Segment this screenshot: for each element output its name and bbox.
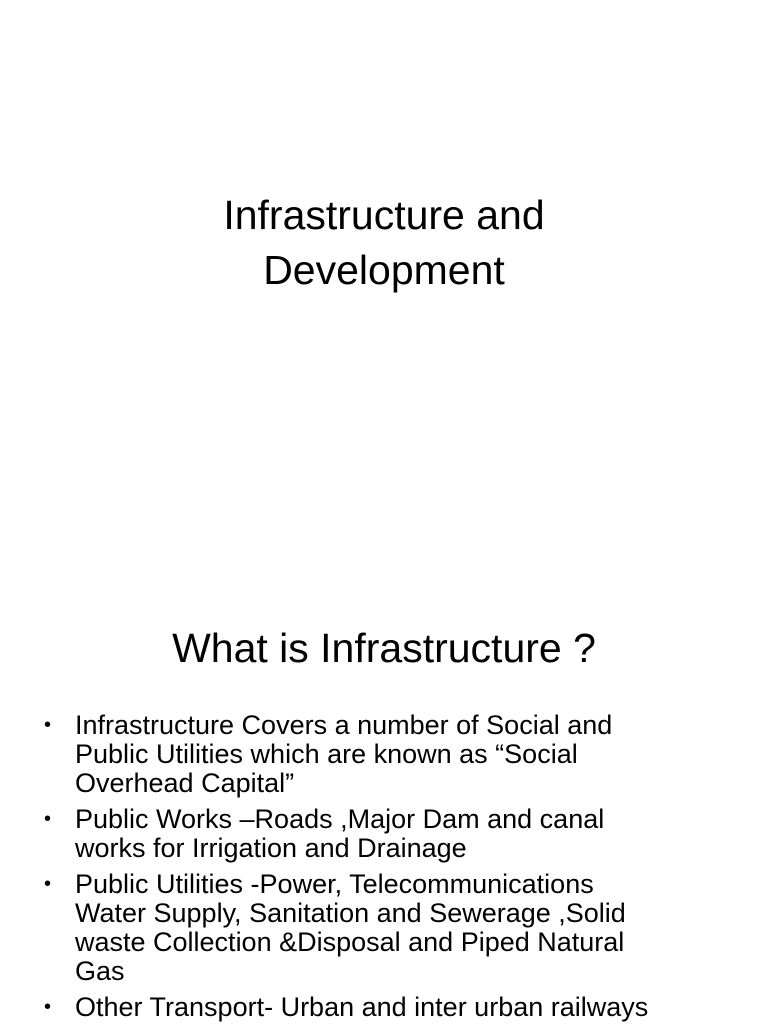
bullet-line: Gas: [75, 956, 125, 986]
content-slide: [0, 576, 768, 1024]
title-line: Infrastructure and: [223, 192, 545, 238]
bullet-line: Public Utilities -Power, Telecommunications: [75, 869, 594, 899]
bullet-line: Public Utilities which are known as “Social: [75, 739, 578, 769]
bullet-text: [75, 805, 744, 863]
bullet-line: Public Works –Roads ,Major Dam and canal: [75, 804, 605, 834]
bullet-line: Other Transport- Urban and inter urban railways: [75, 992, 649, 1022]
bullet-icon: •: [44, 873, 52, 895]
bullet-line: works for Irrigation and Drainage: [75, 833, 467, 863]
bullet-text: [75, 993, 744, 1022]
bullet-line: Infrastructure Covers a number of Social and: [75, 710, 613, 740]
bullet-list: [44, 711, 744, 1024]
bullet-item: [44, 711, 744, 798]
bullet-line: Water Supply, Sanitation and Sewerage ,Solid: [75, 898, 626, 928]
bullet-icon: •: [44, 714, 52, 736]
presentation-title: [0, 188, 768, 298]
bullet-line: Overhead Capital”: [75, 768, 295, 798]
title-line: Development: [263, 247, 505, 293]
bullet-icon: •: [44, 996, 52, 1018]
bullet-line: waste Collection &Disposal and Piped Natural: [75, 927, 625, 957]
bullet-item: [44, 993, 744, 1022]
slide-title: What is Infrastructure ?: [172, 625, 596, 671]
bullet-icon: •: [44, 808, 52, 830]
bullet-item: [44, 805, 744, 863]
bullet-text: [75, 870, 744, 986]
bullet-item: [44, 870, 744, 986]
bullet-text: [75, 711, 744, 798]
